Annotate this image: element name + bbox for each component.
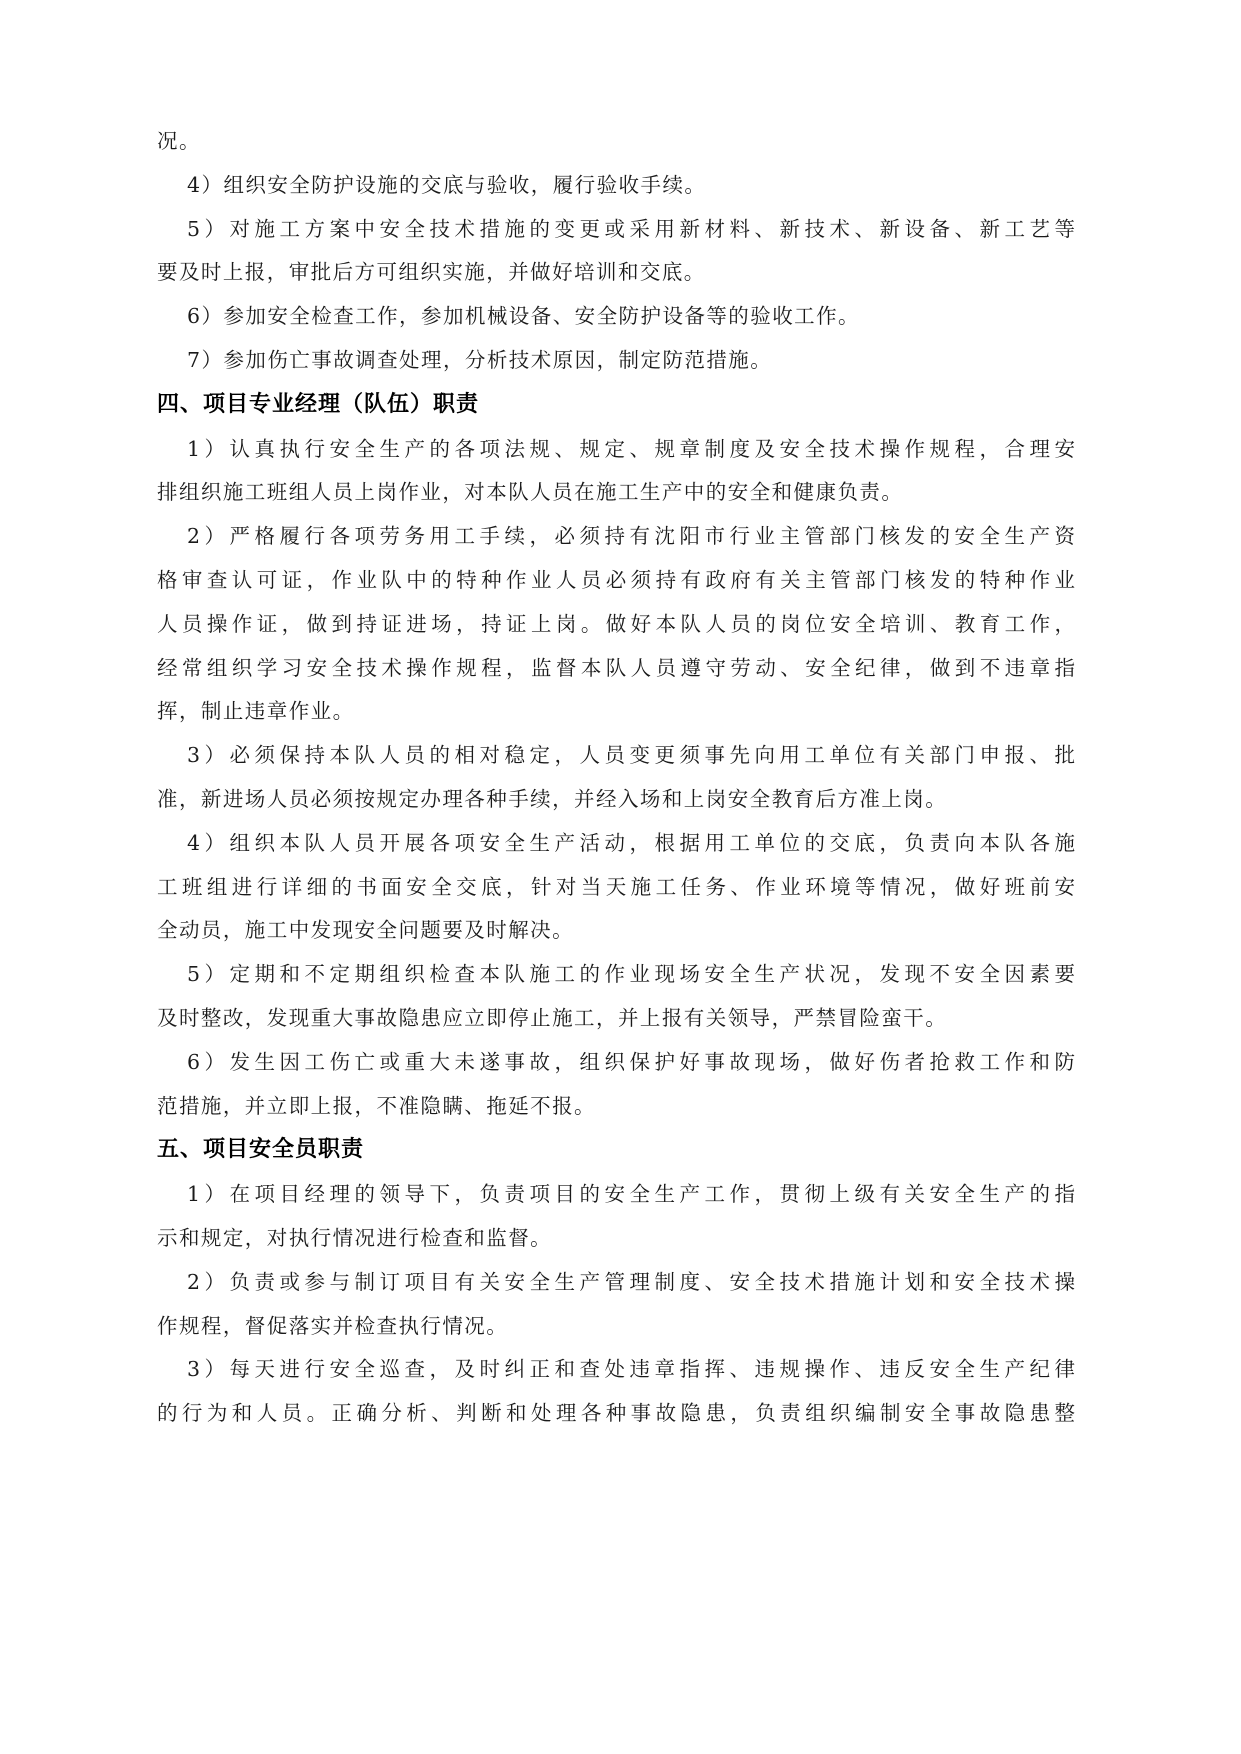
paragraph-line: 人员操作证，做到持证进场，持证上岗。做好本队人员的岗位安全培训、教育工作，: [157, 611, 1075, 636]
paragraph-line: 挥，制止违章作业。: [157, 699, 355, 724]
paragraph-line: 6）发生因工伤亡或重大未遂事故，组织保护好事故现场，做好伤者抢救工作和防: [187, 1049, 1075, 1074]
paragraph-line: 工班组进行详细的书面安全交底，针对当天施工任务、作业环境等情况，做好班前安: [157, 874, 1075, 899]
paragraph-line: 准，新进场人员必须按规定办理各种手续，并经入场和上岗安全教育后方准上岗。: [157, 786, 948, 811]
paragraph-line: 作规程，督促落实并检查执行情况。: [157, 1313, 509, 1338]
paragraph-line: 的行为和人员。正确分析、判断和处理各种事故隐患，负责组织编制安全事故隐患整: [157, 1401, 1075, 1426]
paragraph-line: 及时整改，发现重大事故隐患应立即停止施工，并上报有关领导，严禁冒险蛮干。: [157, 1005, 948, 1030]
paragraph-line: 经常组织学习安全技术操作规程，监督本队人员遵守劳动、安全纪律，做到不违章指: [157, 655, 1075, 680]
paragraph-line: 示和规定，对执行情况进行检查和监督。: [157, 1225, 553, 1250]
paragraph-line: 1）在项目经理的领导下，负责项目的安全生产工作，贯彻上级有关安全生产的指: [187, 1182, 1075, 1207]
document-page: [157, 126, 1075, 1442]
paragraph-line: 况。: [157, 129, 201, 153]
paragraph-line: 4）组织本队人员开展各项安全生产活动，根据用工单位的交底，负责向本队各施: [187, 830, 1075, 855]
paragraph-line: 2）负责或参与制订项目有关安全生产管理制度、安全技术措施计划和安全技术操: [187, 1269, 1075, 1294]
section-heading: 五、项目安全员职责: [157, 1137, 365, 1163]
paragraph-line: 要及时上报，审批后方可组织实施，并做好培训和交底。: [157, 260, 706, 285]
paragraph-line: 2）严格履行各项劳务用工手续，必须持有沈阳市行业主管部门核发的安全生产资: [187, 524, 1075, 549]
paragraph-line: 3）每天进行安全巡查，及时纠正和查处违章指挥、违规操作、违反安全生产纪律: [187, 1357, 1075, 1382]
paragraph-line: 1）认真执行安全生产的各项法规、规定、规章制度及安全技术操作规程，合理安: [187, 436, 1075, 461]
paragraph-line: 3）必须保持本队人员的相对稳定，人员变更须事先向用工单位有关部门申报、批: [187, 743, 1075, 768]
paragraph-line: 7）参加伤亡事故调查处理，分析技术原因，制定防范措施。: [187, 347, 773, 372]
paragraph-line: 格审查认可证，作业队中的特种作业人员必须持有政府有关主管部门核发的特种作业: [157, 567, 1075, 592]
paragraph-line: 5）对施工方案中安全技术措施的变更或采用新材料、新技术、新设备、新工艺等: [187, 216, 1075, 241]
paragraph-line: 排组织施工班组人员上岗作业，对本队人员在施工生产中的安全和健康负责。: [157, 480, 904, 505]
paragraph-line: 范措施，并立即上报，不准隐瞒、拖延不报。: [157, 1093, 596, 1118]
paragraph-line: 6）参加安全检查工作，参加机械设备、安全防护设备等的验收工作。: [187, 304, 860, 329]
section-heading: 四、项目专业经理（队伍）职责: [157, 391, 480, 417]
paragraph-line: 全动员，施工中发现安全问题要及时解决。: [157, 918, 575, 943]
paragraph-line: 4）组织安全防护设施的交底与验收，履行验收手续。: [187, 172, 707, 197]
paragraph-line: 5）定期和不定期组织检查本队施工的作业现场安全生产状况，发现不安全因素要: [187, 962, 1075, 987]
